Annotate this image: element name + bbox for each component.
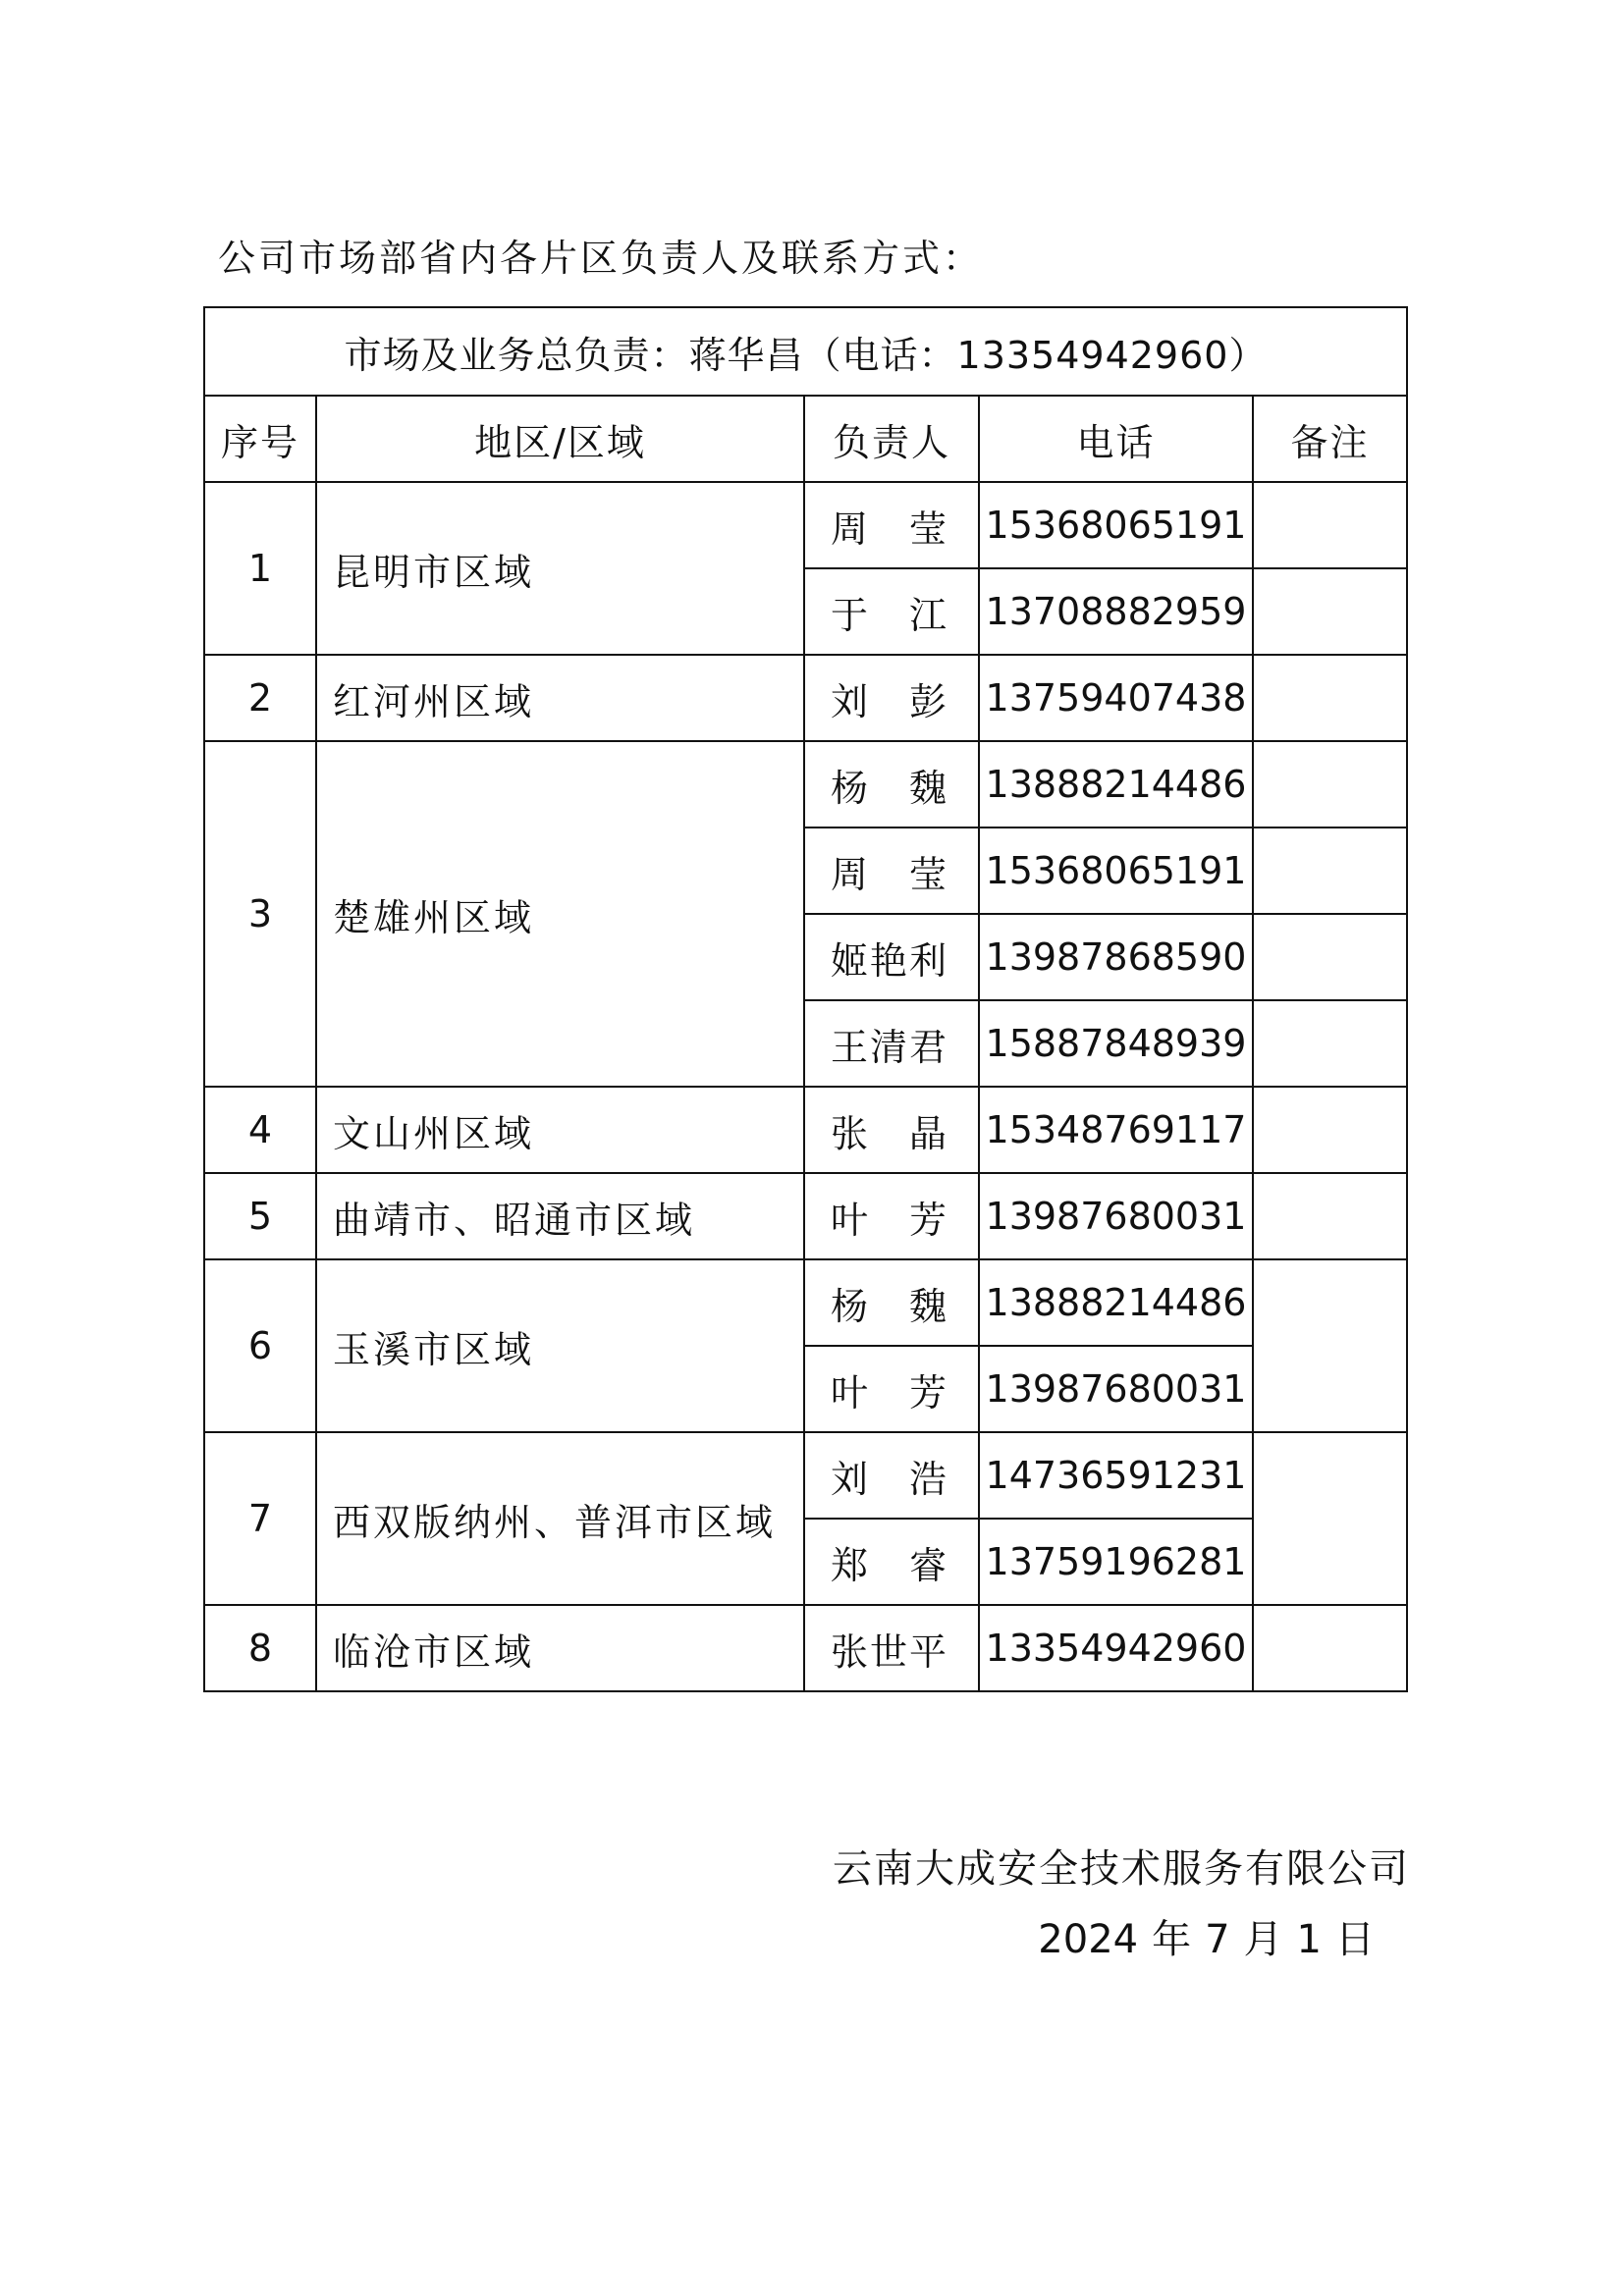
person-name-char: 芳 — [908, 1370, 947, 1415]
table-row — [204, 482, 1407, 568]
cell-phone: 13987680031 — [979, 1346, 1253, 1432]
cell-note — [1253, 1259, 1407, 1432]
cell-note — [1253, 741, 1407, 828]
table-row — [204, 1432, 1407, 1519]
person-name-char: 江 — [908, 593, 947, 637]
cell-note — [1253, 1605, 1407, 1691]
person-name-char: 刘 — [831, 1457, 869, 1501]
person-name-char: 魏 — [908, 766, 947, 810]
person-name-char: 周 — [831, 852, 869, 896]
cell-person — [804, 568, 979, 655]
cell-phone: 15348769117 — [979, 1087, 1253, 1173]
person-name-char: 杨 — [831, 766, 869, 810]
header-person: 负责人 — [804, 396, 979, 482]
cell-no: 6 — [204, 1259, 316, 1432]
cell-region: 楚雄州区域 — [316, 741, 804, 1087]
person-name-char: 张 — [831, 1111, 869, 1155]
cell-person — [804, 1087, 979, 1173]
cell-person — [804, 1346, 979, 1432]
contacts-table — [203, 306, 1408, 1692]
cell-no: 1 — [204, 482, 316, 655]
cell-phone: 13354942960 — [979, 1605, 1253, 1691]
cell-phone: 15887848939 — [979, 1000, 1253, 1087]
cell-person — [804, 655, 979, 741]
cell-note — [1253, 655, 1407, 741]
cell-no: 2 — [204, 655, 316, 741]
cell-phone: 13987868590 — [979, 914, 1253, 1000]
cell-phone: 13759196281 — [979, 1519, 1253, 1605]
table-row — [204, 741, 1407, 828]
cell-region: 玉溪市区域 — [316, 1259, 804, 1432]
person-name-char: 郑 — [831, 1543, 869, 1587]
cell-no: 3 — [204, 741, 316, 1087]
person-name — [831, 1190, 947, 1244]
cell-region: 曲靖市、昭通市区域 — [316, 1173, 804, 1259]
cell-phone: 13888214486 — [979, 741, 1253, 828]
person-name-char: 芳 — [908, 1198, 947, 1242]
person-name-char: 周 — [831, 507, 869, 551]
person-name-char: 睿 — [908, 1543, 947, 1587]
cell-note — [1253, 1432, 1407, 1605]
cell-region: 西双版纳州、普洱市区域 — [316, 1432, 804, 1605]
date-year: 2024 — [1038, 1917, 1139, 1962]
person-name-char: 叶 — [831, 1370, 869, 1415]
table-row — [204, 1605, 1407, 1691]
cell-note — [1253, 828, 1407, 914]
cell-phone: 13987680031 — [979, 1173, 1253, 1259]
person-name — [831, 499, 947, 553]
date-month-unit: 月 — [1243, 1917, 1283, 1962]
cell-no: 5 — [204, 1173, 316, 1259]
intro-text: 公司市场部省内各片区负责人及联系方式： — [218, 237, 984, 280]
cell-person — [804, 1173, 979, 1259]
cell-phone: 13759407438 — [979, 655, 1253, 741]
person-name-char: 晶 — [908, 1111, 947, 1155]
table-row — [204, 1259, 1407, 1346]
company-name: 云南大成安全技术服务有限公司 — [833, 1846, 1410, 1892]
cell-phone: 15368065191 — [979, 482, 1253, 568]
person-name-char: 杨 — [831, 1284, 869, 1328]
cell-person — [804, 828, 979, 914]
cell-note — [1253, 914, 1407, 1000]
person-name — [831, 844, 947, 898]
cell-person — [804, 1519, 979, 1605]
table-row — [204, 655, 1407, 741]
cell-person — [804, 914, 979, 1000]
person-name-char: 刘 — [831, 679, 869, 723]
cell-region: 文山州区域 — [316, 1087, 804, 1173]
person-name — [831, 1449, 947, 1503]
header-no: 序号 — [204, 396, 316, 482]
cell-note — [1253, 1087, 1407, 1173]
person-name-char: 莹 — [908, 852, 947, 896]
header-phone: 电话 — [979, 396, 1253, 482]
table-title-row — [204, 307, 1407, 396]
person-name: 姬艳利 — [831, 938, 949, 983]
table-header-row — [204, 396, 1407, 482]
person-name — [831, 1362, 947, 1416]
cell-phone: 13708882959 — [979, 568, 1253, 655]
cell-person — [804, 1432, 979, 1519]
cell-person — [804, 1605, 979, 1691]
cell-person — [804, 1259, 979, 1346]
cell-person — [804, 482, 979, 568]
cell-no: 4 — [204, 1087, 316, 1173]
cell-phone: 14736591231 — [979, 1432, 1253, 1519]
person-name — [831, 758, 947, 812]
person-name-char: 叶 — [831, 1198, 869, 1242]
date-month: 7 — [1205, 1917, 1230, 1962]
cell-region: 昆明市区域 — [316, 482, 804, 655]
person-name-char: 魏 — [908, 1284, 947, 1328]
header-note: 备注 — [1253, 396, 1407, 482]
person-name — [831, 671, 947, 725]
person-name-char: 莹 — [908, 507, 947, 551]
cell-note — [1253, 1173, 1407, 1259]
cell-no: 8 — [204, 1605, 316, 1691]
cell-phone: 13888214486 — [979, 1259, 1253, 1346]
cell-phone: 15368065191 — [979, 828, 1253, 914]
cell-person — [804, 1000, 979, 1087]
person-name: 王清君 — [831, 1025, 949, 1069]
date-year-unit: 年 — [1152, 1917, 1192, 1962]
cell-note — [1253, 482, 1407, 568]
document-date — [1038, 1908, 1375, 1964]
cell-person — [804, 741, 979, 828]
cell-note — [1253, 568, 1407, 655]
date-day: 1 — [1296, 1917, 1322, 1962]
table-row — [204, 1087, 1407, 1173]
table-title: 市场及业务总负责：蒋华昌（电话：13354942960） — [204, 307, 1407, 396]
person-name-char: 于 — [831, 593, 869, 637]
cell-region: 红河州区域 — [316, 655, 804, 741]
cell-region: 临沧市区域 — [316, 1605, 804, 1691]
header-region: 地区/区域 — [316, 396, 804, 482]
cell-note — [1253, 1000, 1407, 1087]
date-day-unit: 日 — [1335, 1917, 1375, 1962]
person-name-char: 彭 — [908, 679, 947, 723]
person-name: 张世平 — [831, 1629, 949, 1674]
person-name — [831, 1535, 947, 1589]
person-name-char: 浩 — [908, 1457, 947, 1501]
person-name — [831, 585, 947, 639]
person-name — [831, 1276, 947, 1330]
person-name — [831, 1103, 947, 1157]
table-row — [204, 1173, 1407, 1259]
cell-no: 7 — [204, 1432, 316, 1605]
